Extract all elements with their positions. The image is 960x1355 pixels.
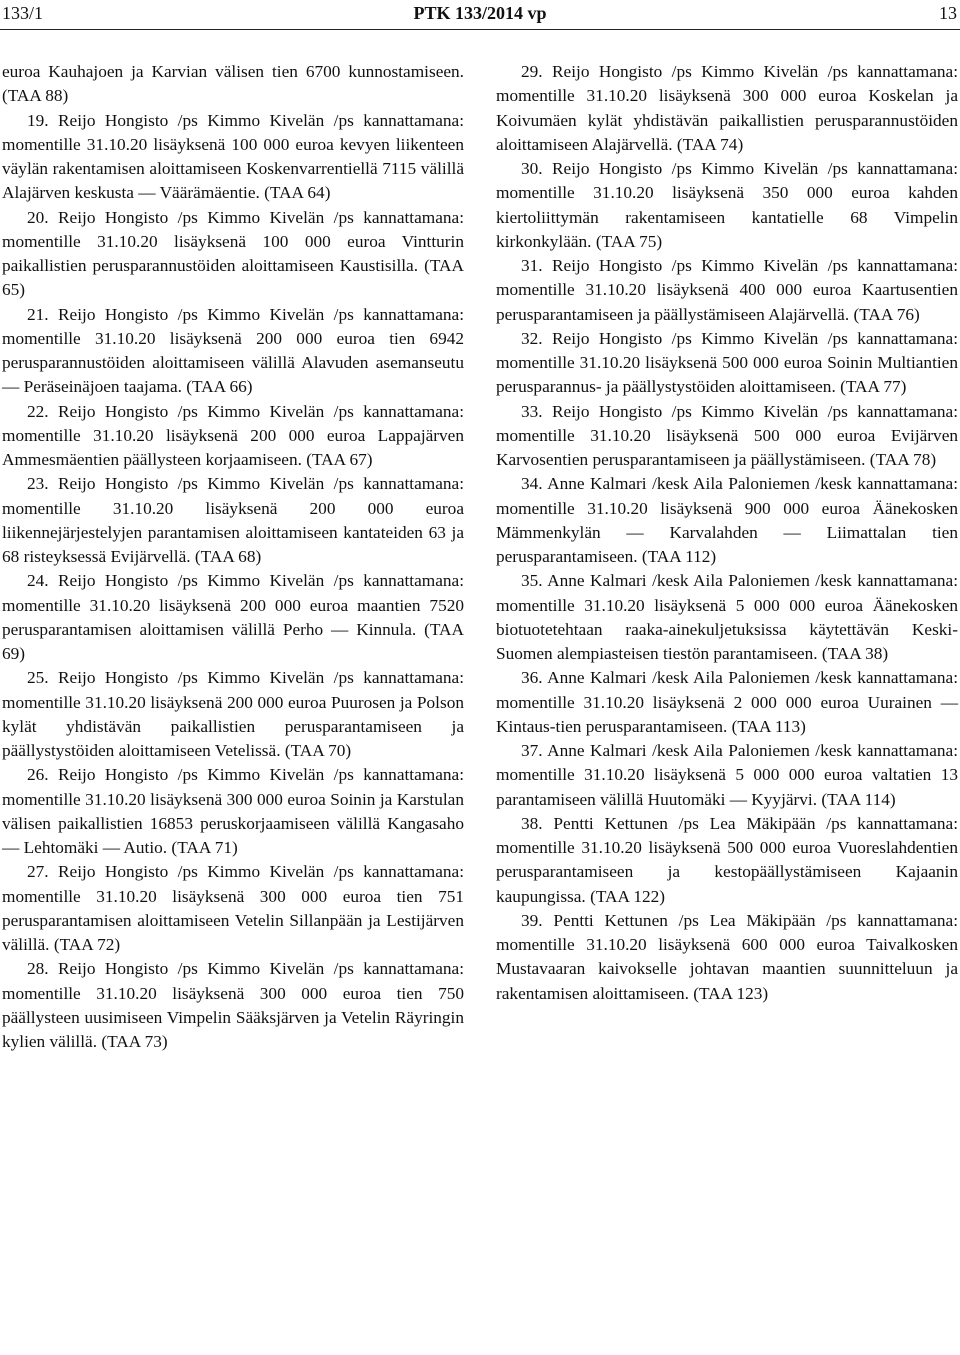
document-title: PTK 133/2014 vp: [413, 3, 547, 23]
motion-item-30: 30. Reijo Hongisto /ps Kimmo Kivelän /ps kannattamana: momentille 31.10.20 lisäyksenä 350 000 euroa kahden kiertoliittymän rakentamiseen kantatielle 68 Vimpelin kirkonkylään. (TAA 75): [496, 159, 958, 251]
section-number: 133/1: [2, 3, 44, 23]
motion-item-34: 34. Anne Kalmari /kesk Aila Paloniemen /kesk kannattamana: momentille 31.10.20 lisäyksenä 900 000 euroa Äänekosken Mämmenkylän — Karvalahden — Liimattalan tien perusparantamiseen. (TAA 112): [496, 474, 958, 566]
motion-item-26: 26. Reijo Hongisto /ps Kimmo Kivelän /ps kannattamana: momentille 31.10.20 lisäyksenä 300 000 euroa Soinin ja Karstulan välisen paikallistien 16853 peruskorjaamiseen välillä Kangasaho — Lehtomäki — Autio. (TAA 71): [2, 765, 464, 857]
left-column: [2, 60, 464, 1054]
motion-item-19: 19. Reijo Hongisto /ps Kimmo Kivelän /ps kannattamana: momentille 31.10.20 lisäyksenä 100 000 euroa kevyen liikenteen väylän rakentamisen aloittamiseen Koskenvarrentiellä 7115 välillä Alajärven keskusta — Väärämäentie. (TAA 64): [2, 110, 464, 203]
motion-item-25: 25. Reijo Hongisto /ps Kimmo Kivelän /ps kannattamana: momentille 31.10.20 lisäyksenä 200 000 euroa Puurosen ja Polson kylät yhdistävän paikallistien perusparantamiseen ja päällystystöiden aloittamiseen Vetelissä. (TAA 70): [2, 668, 464, 760]
motion-item-21: 21. Reijo Hongisto /ps Kimmo Kivelän /ps kannattamana: momentille 31.10.20 lisäyksenä 200 000 euroa tien 6942 perusparannustöiden aloittamiseen välillä Alavuden asemanseutu — Peräseinäjoen taajama. (TAA 66): [2, 304, 464, 397]
motion-item-23: 23. Reijo Hongisto /ps Kimmo Kivelän /ps kannattamana: momentille 31.10.20 lisäyksenä 200 000 euroa liikennejärjestelyjen parantamisen aloittamiseen kantateiden 63 ja 68 risteyksessä Evijärvellä. (TAA 68): [2, 474, 464, 566]
motion-item-39: 39. Pentti Kettunen /ps Lea Mäkipään /ps kannattamana: momentille 31.10.20 lisäyksenä 600 000 euroa Taivalkosken Mustavaaran kaivokselle johtavan maantien suunnitteluun ja rakentamisen aloittamiseen. (TAA 123): [496, 910, 958, 1003]
page-header: [0, 0, 960, 34]
motion-item-27: 27. Reijo Hongisto /ps Kimmo Kivelän /ps kannattamana: momentille 31.10.20 lisäyksenä 300 000 euroa tien 751 perusparantamisen aloittamiseen Vetelin Sillanpään ja Lestijärven välillä. (TAA 72): [2, 862, 464, 954]
motion-item-35: 35. Anne Kalmari /kesk Aila Paloniemen /kesk kannattamana: momentille 31.10.20 lisäyksenä 5 000 000 euroa Äänekosken biotuotetehtaan raaka-ainekuljetuksissa käytettävän Keski-Suomen alempiasteisen tiestön parantamiseen. (TAA 38): [496, 571, 958, 663]
motion-item-32: 32. Reijo Hongisto /ps Kimmo Kivelän /ps kannattamana: momentille 31.10.20 lisäyksenä 500 000 euroa Soinin Multiantien perusparannus- ja päällystystöiden aloittamiseen. (TAA 77): [496, 328, 958, 397]
right-column: [496, 60, 958, 1006]
motion-item-24: 24. Reijo Hongisto /ps Kimmo Kivelän /ps kannattamana: momentille 31.10.20 lisäyksenä 200 000 euroa maantien 7520 perusparantamisen aloittamisen välillä Perho — Kinnula. (TAA 69): [2, 571, 464, 663]
paragraph-continuation: euroa Kauhajoen ja Karvian välisen tien 6700 kunnostamiseen. (TAA 88): [2, 62, 464, 106]
motion-item-36: 36. Anne Kalmari /kesk Aila Paloniemen /kesk kannattamana: momentille 31.10.20 lisäyksenä 2 000 000 euroa Uurainen — Kintaus-tien perusparantamiseen. (TAA 113): [496, 668, 958, 736]
motion-item-22: 22. Reijo Hongisto /ps Kimmo Kivelän /ps kannattamana: momentille 31.10.20 lisäyksenä 200 000 euroa Lappajärven Ammesmäentien päällysteen korjaamiseen. (TAA 67): [2, 401, 464, 469]
motion-item-38: 38. Pentti Kettunen /ps Lea Mäkipään /ps kannattamana: momentille 31.10.20 lisäyksenä 500 000 euroa Vuoreslahdentien perusparantamiseen ja kestopäällystämiseen Kajaanin kaupungissa. (TAA 122): [496, 813, 958, 906]
motion-item-20: 20. Reijo Hongisto /ps Kimmo Kivelän /ps kannattamana: momentille 31.10.20 lisäyksenä 100 000 euroa Vintturin paikallistien perusparannustöiden aloittamiseen Kaustisilla. (TAA 65): [2, 207, 464, 300]
page-number: 13: [939, 3, 957, 23]
motion-item-28: 28. Reijo Hongisto /ps Kimmo Kivelän /ps kannattamana: momentille 31.10.20 lisäyksenä 300 000 euroa tien 750 päällysteen uusimiseen Vimpelin Sääksjärven ja Vetelin Räyringin kylien välillä. (TAA 73): [2, 959, 464, 1051]
motion-item-31: 31. Reijo Hongisto /ps Kimmo Kivelän /ps kannattamana: momentille 31.10.20 lisäyksenä 400 000 euroa Kaartusentien perusparantamiseen ja päällystämiseen Alajärvellä. (TAA 76): [496, 256, 958, 324]
header-rule: [0, 29, 960, 30]
motion-item-37: 37. Anne Kalmari /kesk Aila Paloniemen /kesk kannattamana: momentille 31.10.20 lisäyksenä 5 000 000 euroa valtatien 13 parantamiseen välillä Huutomäki — Kyyjärvi. (TAA 114): [496, 741, 958, 809]
motion-item-29: 29. Reijo Hongisto /ps Kimmo Kivelän /ps kannattamana: momentille 31.10.20 lisäyksenä 300 000 euroa Koskelan ja Koivumäen kylät yhdistävän paikallistien perusparannustöiden aloittamiseen Alajärvellä. (TAA 74): [496, 62, 958, 154]
motion-item-33: 33. Reijo Hongisto /ps Kimmo Kivelän /ps kannattamana: momentille 31.10.20 lisäyksenä 500 000 euroa Evijärven Karvosentien perusparantamiseen ja päällystämiseen. (TAA 78): [496, 401, 958, 469]
